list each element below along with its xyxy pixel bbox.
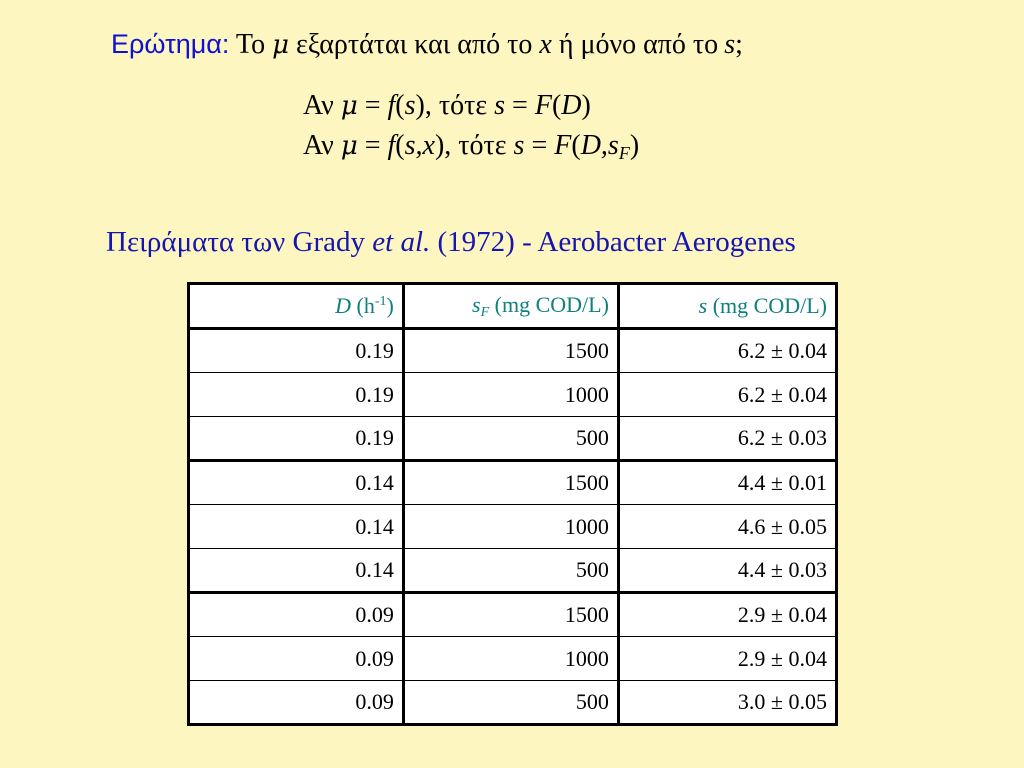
equals-sign: = <box>364 90 381 121</box>
table-row <box>189 505 837 549</box>
header-unit: (mg COD/L) <box>494 291 609 317</box>
question-label: Ερώτημα: <box>111 29 230 59</box>
cell-substrate: 6.2 ± 0.03 <box>618 417 836 461</box>
function-args: s <box>404 90 416 121</box>
header-feed-substrate <box>403 284 618 329</box>
function-F: F <box>554 130 572 161</box>
header-unit: (h <box>356 293 375 318</box>
cell-substrate: 2.9 ± 0.04 <box>618 637 836 681</box>
condition-1: Αν μ = f(s), τότε s = F(D) <box>303 90 591 121</box>
table-row <box>189 417 837 461</box>
equals-sign: = <box>512 90 528 121</box>
function-F-args: D,s <box>580 130 619 161</box>
header-unit: (mg COD/L) <box>712 293 827 318</box>
cell-feed-substrate: 1500 <box>403 593 618 637</box>
cell-dilution-rate: 0.19 <box>189 373 404 417</box>
condition-prefix: Αν <box>303 90 334 121</box>
question-mark: ; <box>735 29 743 60</box>
cell-feed-substrate: 1000 <box>403 373 618 417</box>
cell-substrate: 6.2 ± 0.04 <box>618 373 836 417</box>
cell-substrate: 2.9 ± 0.04 <box>618 593 836 637</box>
cell-feed-substrate: 500 <box>403 681 618 725</box>
cell-feed-substrate: 500 <box>403 549 618 593</box>
question-text-3: ή μόνο από το <box>558 29 719 60</box>
question-line <box>111 24 743 65</box>
cell-substrate: 4.4 ± 0.01 <box>618 461 836 505</box>
cell-substrate: 4.6 ± 0.05 <box>618 505 836 549</box>
s-variable: s <box>513 130 525 161</box>
cell-dilution-rate: 0.14 <box>189 505 404 549</box>
data-table <box>187 282 838 726</box>
cell-dilution-rate: 0.19 <box>189 417 404 461</box>
header-var: D <box>335 293 351 318</box>
table-row <box>189 637 837 681</box>
table-row <box>189 329 837 373</box>
header-unit-close: ) <box>386 293 394 318</box>
cell-substrate: 4.4 ± 0.03 <box>618 549 836 593</box>
table-row <box>189 373 837 417</box>
cell-dilution-rate: 0.09 <box>189 593 404 637</box>
cell-feed-substrate: 1500 <box>403 461 618 505</box>
cell-feed-substrate: 500 <box>403 417 618 461</box>
header-var: s <box>698 293 708 318</box>
cell-feed-substrate: 1000 <box>403 637 618 681</box>
table-row <box>189 461 837 505</box>
condition-prefix: Αν <box>303 130 334 161</box>
table-header-row <box>189 284 837 329</box>
function-F: F <box>534 90 552 121</box>
cell-substrate: 3.0 ± 0.05 <box>618 681 836 725</box>
subtitle-post: (1972) - Aerobacter Aerogenes <box>437 226 796 258</box>
equals-sign: = <box>364 130 381 161</box>
subtitle-pre: Πειράματα των Grady <box>106 226 366 258</box>
cell-dilution-rate: 0.14 <box>189 461 404 505</box>
mu-symbol: μ <box>340 91 358 121</box>
subtitle-etal: et al. <box>372 226 431 258</box>
cell-dilution-rate: 0.09 <box>189 681 404 725</box>
function-f: f <box>387 90 396 121</box>
table-row <box>189 549 837 593</box>
cell-feed-substrate: 1000 <box>403 505 618 549</box>
cell-dilution-rate: 0.19 <box>189 329 404 373</box>
mu-symbol: μ <box>340 131 358 161</box>
question-text-1: Το <box>235 29 266 60</box>
table-row <box>189 681 837 725</box>
header-sub: F <box>480 304 490 320</box>
equals-sign: = <box>531 130 548 161</box>
cell-feed-substrate: 1500 <box>403 329 618 373</box>
header-substrate <box>618 284 836 329</box>
function-f: f <box>387 130 396 161</box>
x-variable: x <box>539 29 552 60</box>
question-text-2: εξαρτάται και από το <box>296 29 533 60</box>
experiment-subtitle <box>106 222 796 262</box>
then-text: ), τότε <box>415 90 488 121</box>
s-variable: s <box>724 29 736 60</box>
function-args: s,x <box>404 130 435 161</box>
s-variable: s <box>494 90 506 121</box>
subscript-F: F <box>618 143 630 163</box>
cell-dilution-rate: 0.14 <box>189 549 404 593</box>
condition-2: Αν μ = f(s,x), τότε $s = F(D,s_F)$ <box>303 130 640 163</box>
mu-symbol: μ <box>272 30 290 60</box>
table-row <box>189 593 837 637</box>
function-F-args: D <box>561 90 582 121</box>
header-sup: -1 <box>374 294 387 309</box>
cell-dilution-rate: 0.09 <box>189 637 404 681</box>
then-text: ), τότε <box>434 130 507 161</box>
cell-substrate: 6.2 ± 0.04 <box>618 329 836 373</box>
header-dilution-rate <box>189 284 404 329</box>
header-var: s <box>472 291 481 317</box>
